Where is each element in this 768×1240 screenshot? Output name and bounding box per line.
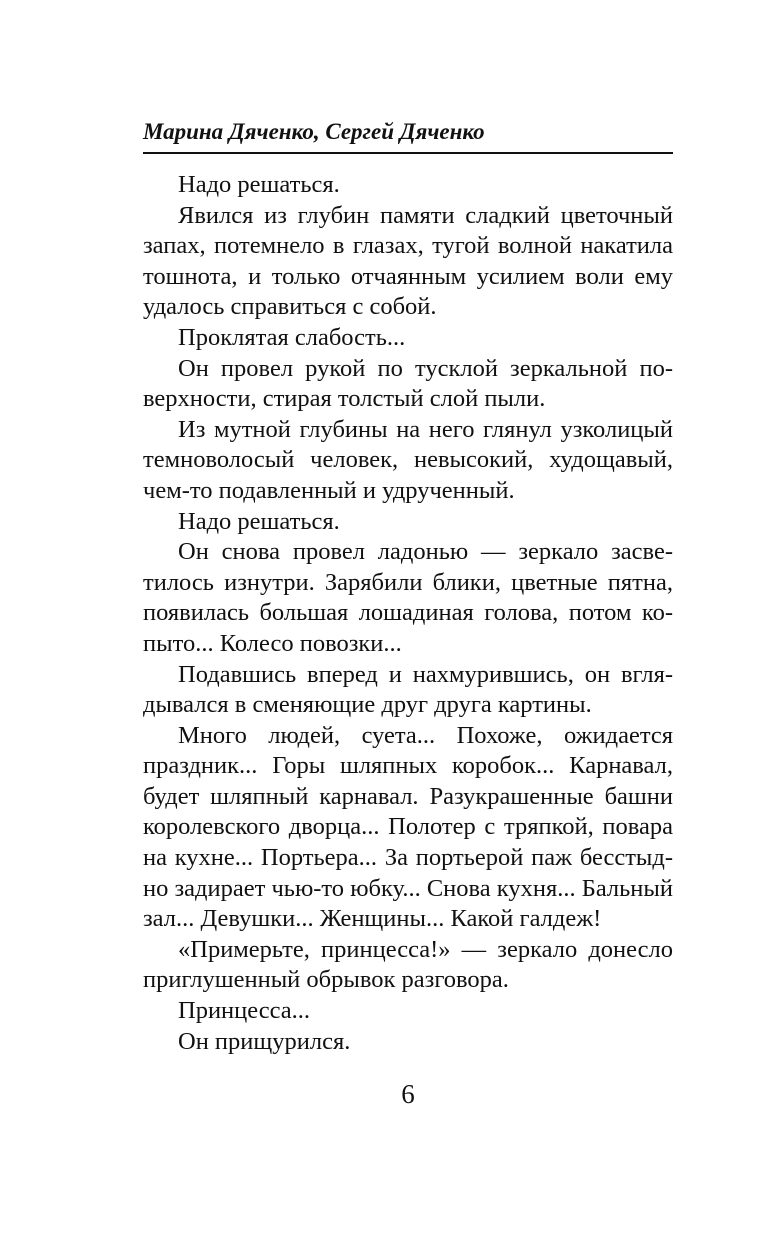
paragraph	[143, 537, 673, 659]
paragraph	[143, 660, 673, 721]
text-line: но задирает чью-то юбку... Снова кухня... Бальный	[143, 874, 673, 902]
paragraph	[143, 415, 673, 507]
text-line: Он прищурился.	[178, 1027, 351, 1055]
text-line: тошнота, и только отчаянным усилием воли ему	[143, 262, 673, 290]
text-line: Надо решаться.	[178, 171, 340, 198]
text-line: на кухне... Портьера... За портьерой паж бесстыд-	[143, 844, 673, 872]
text-line: появилась большая лошадиная голова, потом ко-	[143, 599, 673, 627]
text-line: темноволосый человек, невысокий, худощавый,	[143, 446, 673, 474]
paragraph	[143, 323, 673, 354]
text-line: зал... Девушки... Женщины... Какой галдеж!	[143, 905, 602, 933]
text-line: «Примерьте, принцесса!» — зеркало донесло	[178, 935, 673, 963]
text-line: Принцесса...	[178, 997, 311, 1025]
text-line: запах, потемнело в глазах, тугой волной накатила	[143, 232, 673, 260]
text-line: приглушенный обрывок разговора.	[143, 966, 509, 994]
text-line: Явился из глубин памяти сладкий цветочный	[178, 201, 673, 229]
text-line: Подавшись вперед и нахмурившись, он вгля-	[178, 660, 673, 688]
text-line: Надо решаться.	[178, 507, 340, 535]
paragraph	[143, 507, 673, 538]
text-line: верхности, стирая толстый слой пыли.	[143, 385, 546, 413]
running-head: Марина Дяченко, Сергей Дяченко	[143, 118, 673, 154]
text-line: королевского дворца... Полотер с тряпкой, повара	[143, 813, 673, 841]
text-line: будет шляпный карнавал. Разукрашенные башни	[143, 782, 673, 810]
paragraph	[143, 721, 673, 935]
text-line: Он провел рукой по тусклой зеркальной по-	[178, 354, 673, 382]
text-line: праздник... Горы шляпных коробок... Карнавал,	[143, 752, 673, 780]
body-text	[143, 170, 673, 1057]
paragraph	[143, 354, 673, 415]
paragraph	[143, 170, 673, 201]
text-line: чем-то подавленный и удрученный.	[143, 476, 515, 504]
text-line: пыто... Колесо повозки...	[143, 629, 402, 657]
text-line: Проклятая слабость...	[178, 323, 406, 351]
text-line: тилось изнутри. Зарябили блики, цветные пятна,	[143, 568, 673, 596]
text-line: Из мутной глубины на него глянул узколицый	[178, 415, 673, 443]
paragraph	[143, 201, 673, 323]
text-line: Много людей, суета... Похоже, ожидается	[178, 721, 673, 749]
paragraph	[143, 1027, 673, 1058]
paragraph	[143, 996, 673, 1027]
text-line: Он снова провел ладонью — зеркало засве-	[178, 538, 673, 566]
text-line: удалось справиться с собой.	[143, 293, 437, 321]
text-line: дывался в сменяющие друг друга картины.	[143, 691, 592, 719]
paragraph	[143, 935, 673, 996]
page-number: 6	[401, 1079, 415, 1109]
